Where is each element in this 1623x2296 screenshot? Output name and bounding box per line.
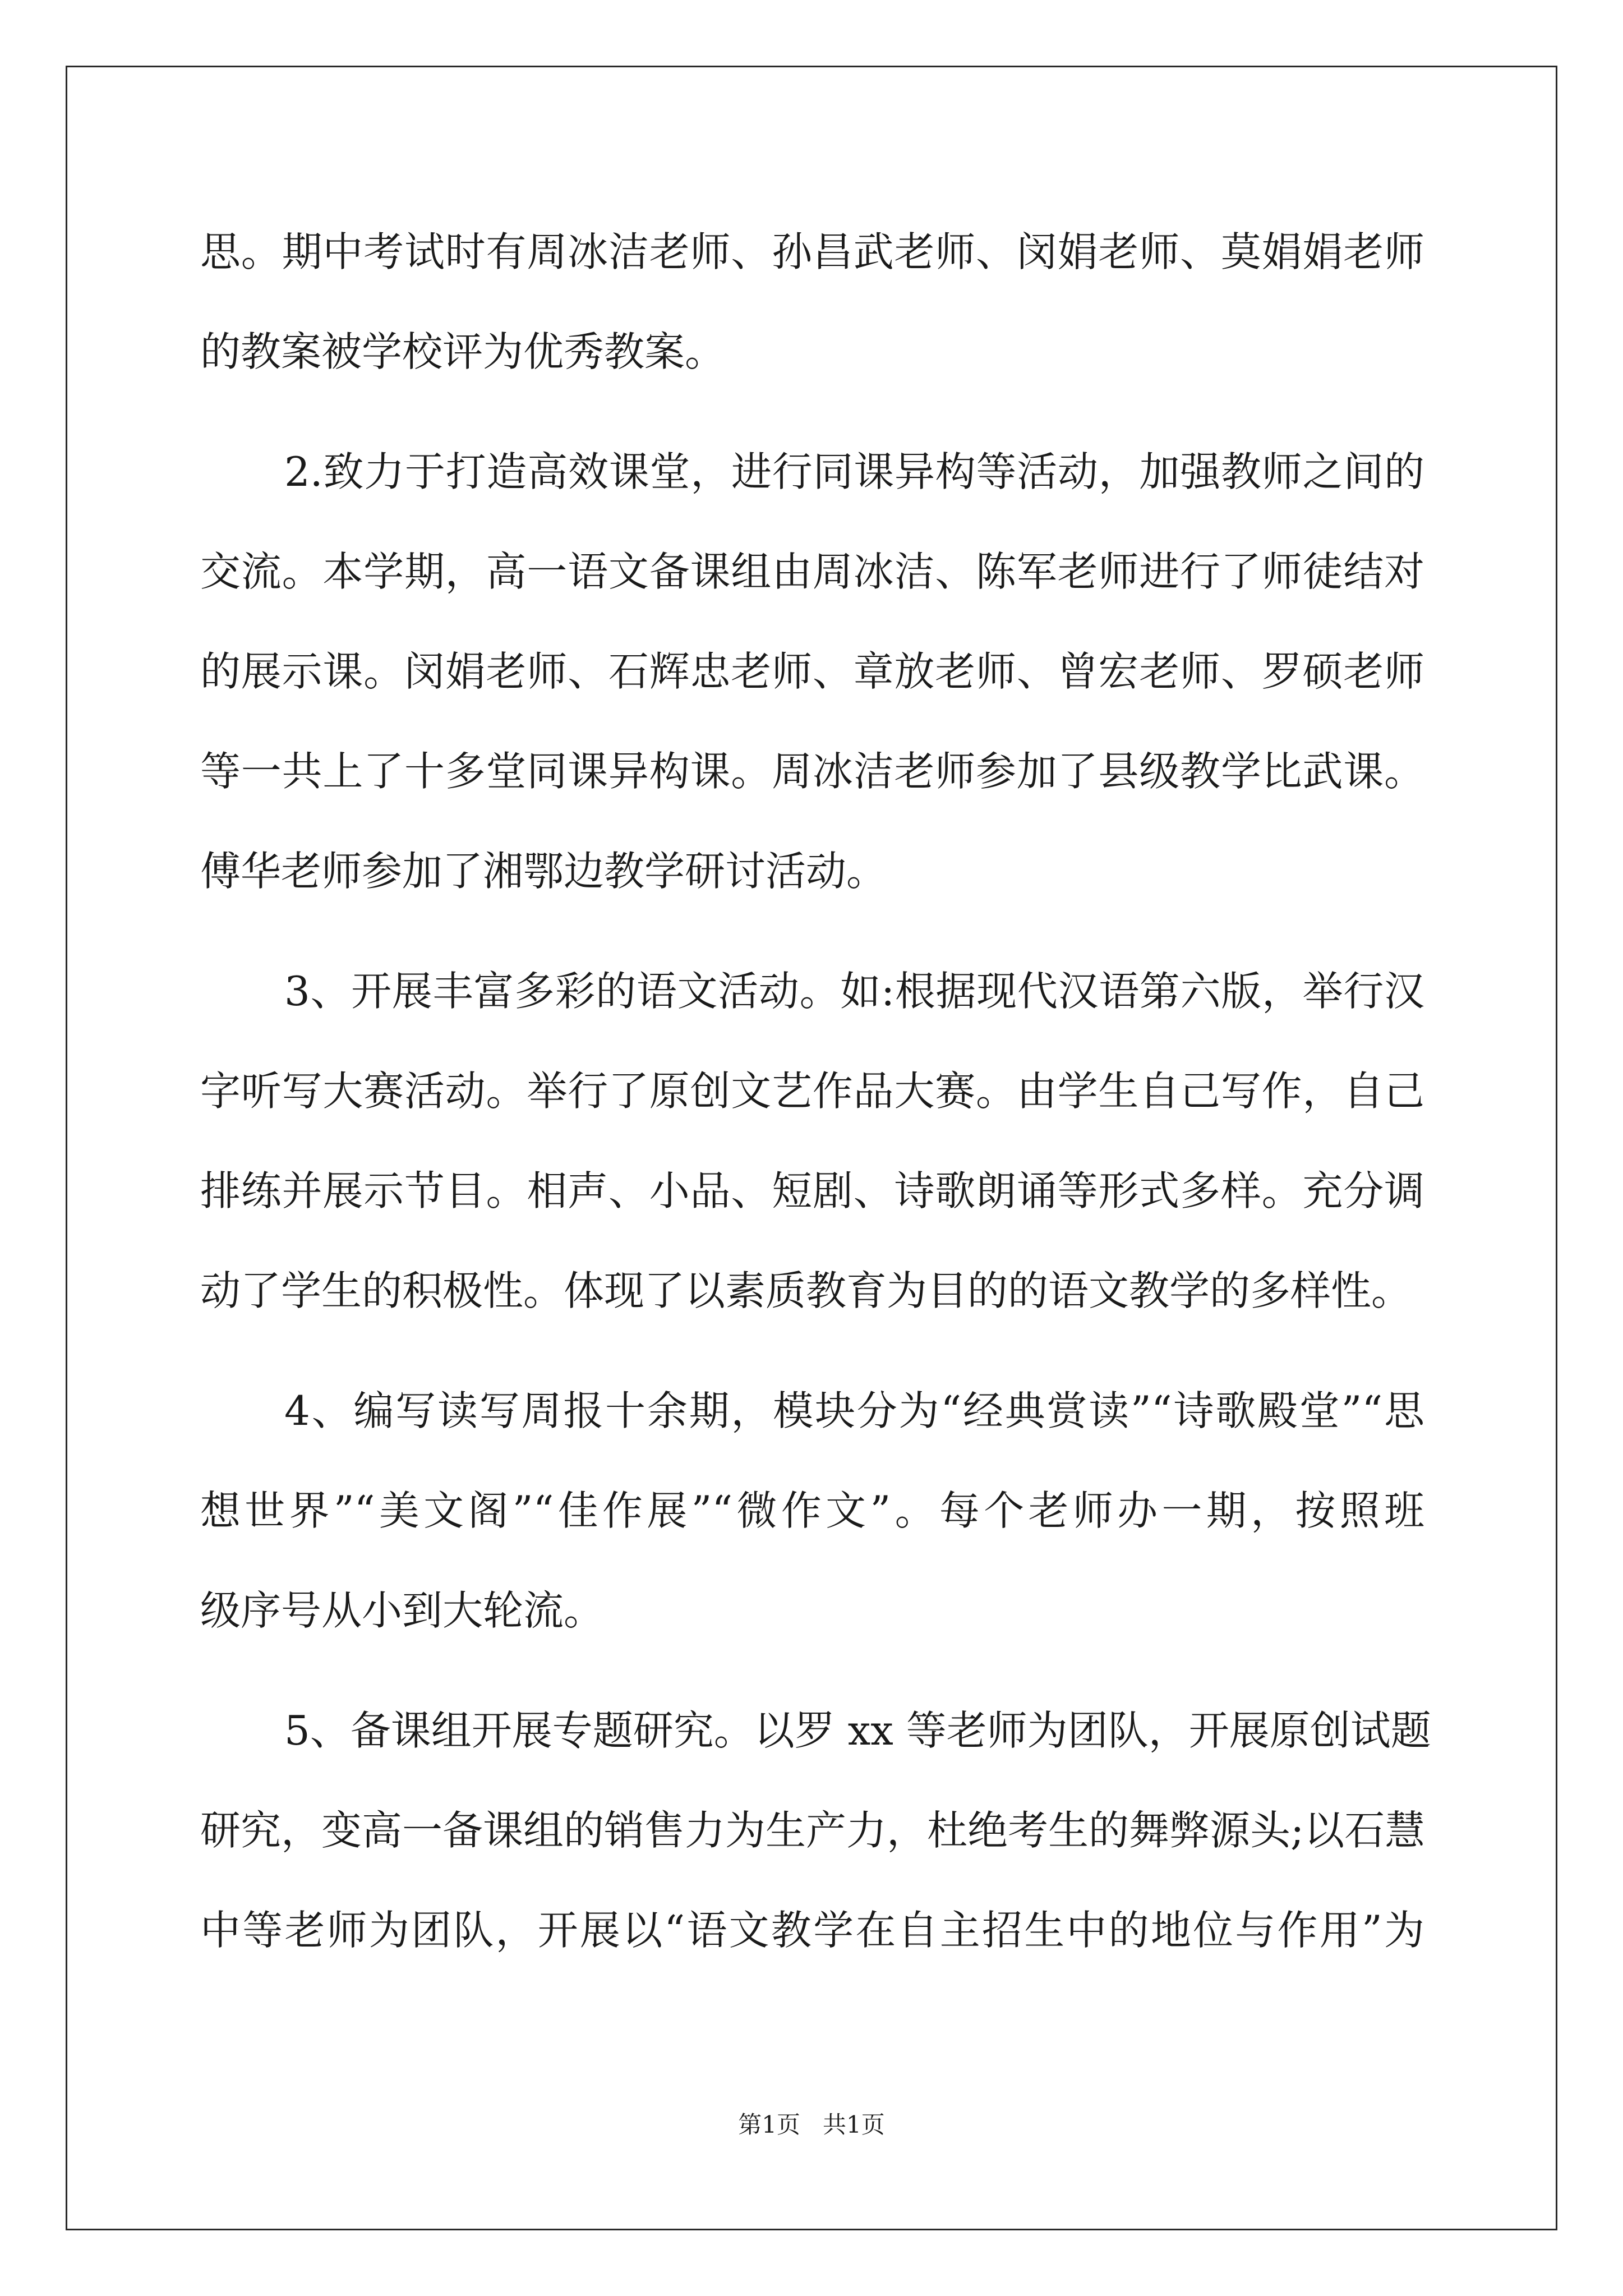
text-line: 的展示课。闵娟老师、石辉忠老师、章放老师、曾宏老师、罗硕老师 <box>200 648 1424 695</box>
paragraph <box>200 202 1424 402</box>
document-body <box>200 202 1431 1980</box>
page-number-footer: 第1页 共1页 <box>738 2111 885 2138</box>
text-line: 思。期中考试时有周冰洁老师、孙昌武老师、闵娟老师、莫娟娟老师 <box>200 228 1424 275</box>
text-line: 动了学生的积极性。体现了以素质教育为目的的语文教学的多样性。 <box>200 1267 1412 1314</box>
text-line: 字听写大赛活动。举行了原创文艺作品大赛。由学生自己写作，自己 <box>200 1068 1424 1115</box>
paragraph <box>200 1361 1424 1660</box>
text-line: 5、备课组开展专题研究。以罗 xx 等老师为团队，开展原创试题 <box>284 1707 1431 1754</box>
text-line: 3、开展丰富多彩的语文活动。如:根据现代汉语第六版，举行汉 <box>284 968 1424 1015</box>
text-line: 中等老师为团队，开展以“语文教学在自主招生中的地位与作用”为 <box>200 1907 1424 1954</box>
text-line: 级序号从小到大轮流。 <box>200 1587 605 1634</box>
text-line: 研究，变高一备课组的销售力为生产力，杜绝考生的舞弊源头;以石慧 <box>200 1807 1426 1854</box>
text-line: 4、编写读写周报十余期，模块分为“经典赏读”“诗歌殿堂”“思 <box>284 1387 1424 1434</box>
text-line: 2.致力于打造高效课堂，进行同课异构等活动，加强教师之间的 <box>284 448 1424 495</box>
text-line: 交流。本学期，高一语文备课组由周冰洁、陈军老师进行了师徒结对 <box>200 548 1424 595</box>
paragraph <box>200 941 1424 1341</box>
text-line: 的教案被学校评为优秀教案。 <box>200 328 726 375</box>
paragraph <box>200 1681 1431 1980</box>
paragraph <box>200 422 1424 921</box>
text-line: 等一共上了十多堂同课异构课。周冰洁老师参加了县级教学比武课。 <box>200 748 1424 795</box>
text-line: 排练并展示节目。相声、小品、短剧、诗歌朗诵等形式多样。充分调 <box>200 1167 1424 1214</box>
text-line: 想世界”“美文阁”“佳作展”“微作文”。每个老师办一期，按照班 <box>200 1487 1424 1534</box>
text-line: 傅华老师参加了湘鄂边教学研讨活动。 <box>200 848 887 895</box>
